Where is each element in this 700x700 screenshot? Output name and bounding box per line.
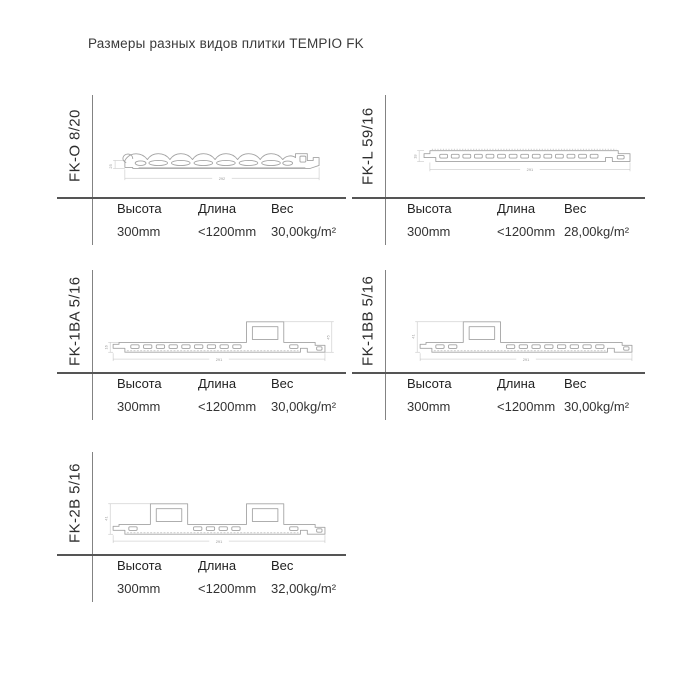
spec-col-weight	[271, 201, 336, 239]
spec-header-length: Длина	[198, 201, 237, 216]
dim-width-value: 291	[215, 356, 223, 362]
dim-left-value: 18	[412, 154, 418, 159]
panel-label: FK-L 59/16	[359, 107, 377, 185]
profile-box-hole	[469, 327, 495, 340]
spec-value-length: <1200mm	[497, 224, 556, 239]
dimension-annotations	[104, 322, 334, 362]
spec-col-weight	[564, 376, 629, 414]
dim-left-value: 25	[108, 164, 114, 169]
panel-divider-line	[57, 197, 346, 199]
spec-col-height	[117, 376, 162, 414]
panel-label: FK-O 8/20	[66, 109, 84, 183]
spec-header-height: Высота	[407, 201, 452, 216]
spec-header-length: Длина	[497, 376, 536, 391]
spec-col-length	[497, 201, 555, 239]
spec-value-weight: 30,00kg/m²	[564, 399, 630, 414]
panel-fk-l	[352, 95, 645, 247]
spec-value-weight: 28,00kg/m²	[564, 224, 630, 239]
panel-divider-line	[57, 554, 346, 556]
profile-outline-group	[113, 322, 325, 352]
dim-width-value: 291	[526, 167, 534, 173]
spec-value-height: 300mm	[407, 224, 451, 239]
spec-value-height: 300mm	[117, 224, 161, 239]
spec-header-height: Высота	[117, 376, 162, 391]
profile-outline	[424, 151, 630, 162]
spec-header-height: Высота	[407, 376, 452, 391]
spec-header-height: Высота	[117, 201, 162, 216]
dim-width-value: 291	[522, 356, 530, 362]
spec-value-length: <1200mm	[497, 399, 556, 414]
dim-right-value: 45	[325, 335, 331, 340]
spec-value-weight: 30,00kg/m²	[271, 399, 337, 414]
panel-fk-1bb	[352, 270, 645, 422]
spec-col-length	[198, 201, 256, 239]
spec-value-weight: 32,00kg/m²	[271, 581, 337, 596]
dim-width-value: 291	[215, 538, 223, 544]
spec-col-height	[407, 376, 452, 414]
profile-holes	[129, 527, 322, 532]
panel-fk-o	[57, 95, 346, 247]
profile-holes	[436, 345, 629, 350]
panel-axis-line	[92, 270, 93, 420]
spec-col-length	[198, 558, 256, 596]
spec-value-height: 300mm	[407, 399, 451, 414]
profile-holes	[135, 156, 306, 165]
dimension-annotations	[104, 504, 325, 544]
spec-col-weight	[271, 376, 336, 414]
spec-col-length	[198, 376, 256, 414]
spec-value-length: <1200mm	[198, 224, 257, 239]
spec-col-height	[407, 201, 452, 239]
spec-col-length	[497, 376, 555, 414]
spec-header-weight: Вес	[271, 201, 294, 216]
panel-label: FK-2B 5/16	[66, 463, 84, 543]
panel-axis-line	[92, 95, 93, 245]
profile-outline-group	[420, 322, 632, 352]
spec-value-height: 300mm	[117, 399, 161, 414]
spec-value-length: <1200mm	[198, 399, 257, 414]
panel-label: FK-1BA 5/16	[66, 276, 84, 366]
spec-value-length: <1200mm	[198, 581, 257, 596]
spec-header-length: Длина	[497, 201, 536, 216]
dim-width-value: 292	[218, 175, 226, 181]
spec-header-weight: Вес	[271, 376, 294, 391]
panel-divider-line	[57, 372, 346, 374]
dim-left-value: 16	[103, 345, 109, 350]
spec-col-height	[117, 558, 162, 596]
panel-divider-line	[352, 197, 645, 199]
dim-left-value: 41	[410, 334, 416, 339]
profile-outline	[420, 322, 632, 352]
page-title: Размеры разных видов плитки TEMPIO FK	[88, 36, 364, 51]
profile-drawing-flat-perforated	[410, 137, 646, 188]
spec-value-height: 300mm	[117, 581, 161, 596]
profile-box-hole-right	[252, 509, 278, 522]
profile-box-hole-left	[156, 509, 182, 522]
profile-box-hole	[252, 327, 278, 340]
panel-fk-1ba	[57, 270, 346, 422]
panel-fk-2b	[57, 452, 346, 604]
profile-outline	[113, 322, 325, 352]
spec-value-weight: 30,00kg/m²	[271, 224, 337, 239]
spec-header-weight: Вес	[564, 201, 587, 216]
dimension-annotations	[108, 161, 319, 182]
dim-left-value: 41	[103, 516, 109, 521]
profile-drawing-one-box-left	[410, 312, 646, 363]
panel-axis-line	[92, 452, 93, 602]
profile-left-curl	[123, 154, 133, 162]
profile-holes	[131, 345, 322, 350]
spec-header-weight: Вес	[564, 376, 587, 391]
dimension-annotations	[411, 322, 632, 362]
profile-drawing-two-boxes	[103, 494, 339, 545]
spec-header-length: Длина	[198, 558, 237, 573]
panel-axis-line	[385, 270, 386, 420]
spec-col-height	[117, 201, 162, 239]
profile-drawing-wavy-tile	[103, 137, 339, 188]
panel-axis-line	[385, 95, 386, 245]
spec-col-weight	[271, 558, 336, 596]
profile-holes	[440, 154, 624, 159]
profile-outline-group	[424, 149, 630, 161]
spec-header-height: Высота	[117, 558, 162, 573]
spec-header-length: Длина	[198, 376, 237, 391]
spec-col-weight	[564, 201, 629, 239]
profile-drawing-one-box-right	[103, 312, 339, 363]
spec-header-weight: Вес	[271, 558, 294, 573]
panel-label: FK-1BB 5/16	[359, 275, 377, 367]
panel-divider-line	[352, 372, 645, 374]
